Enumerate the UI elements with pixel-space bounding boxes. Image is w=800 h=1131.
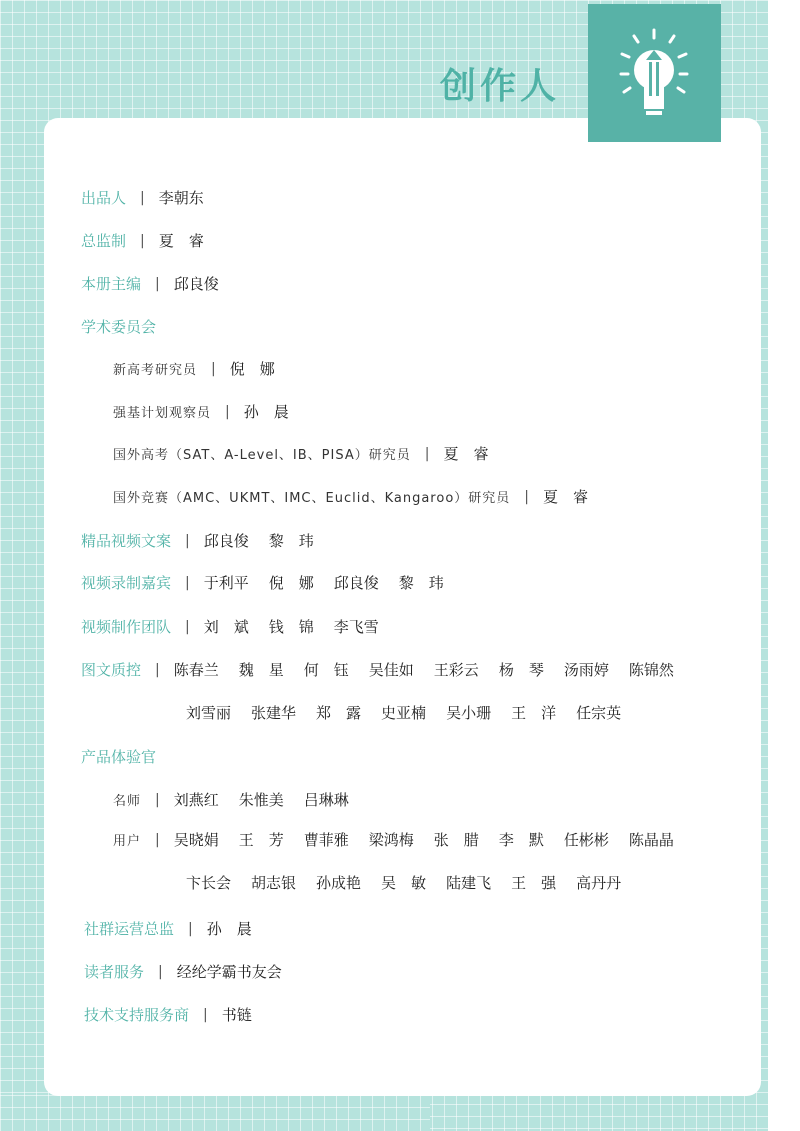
qc-names-line2 xyxy=(186,702,641,723)
person-name: 高丹丹 xyxy=(576,874,622,892)
credit-reader-service xyxy=(84,961,282,982)
credit-community xyxy=(84,918,252,939)
person-name: 任宗英 xyxy=(576,704,622,722)
committee-role xyxy=(113,486,588,507)
credit-value: 邱良俊 xyxy=(173,275,219,293)
person-name: 吴佳如 xyxy=(368,661,414,679)
separator: | xyxy=(155,791,160,808)
person-name: 吴晓娟 xyxy=(173,831,219,849)
role-label: 国外高考（SAT、A-Level、IB、PISA）研究员 xyxy=(113,448,411,463)
person-name: 陈晶晶 xyxy=(628,831,674,849)
role-value: 倪 娜 xyxy=(229,360,275,378)
content-card xyxy=(44,118,761,1096)
person-name: 胡志银 xyxy=(251,874,297,892)
credit-label: 精品视频文案 xyxy=(81,532,172,550)
person-name: 任彬彬 xyxy=(563,831,609,849)
role-label: 新高考研究员 xyxy=(113,363,198,378)
separator: | xyxy=(185,532,190,549)
person-name: 于利平 xyxy=(203,574,249,592)
person-name: 邱良俊 xyxy=(203,532,249,550)
credit-label: 学术委员会 xyxy=(81,318,157,336)
person-name: 钱 锦 xyxy=(268,618,314,636)
separator: | xyxy=(211,360,216,377)
page-title: 创作人 xyxy=(439,66,560,107)
separator: | xyxy=(185,618,190,635)
person-name: 郑 露 xyxy=(316,704,362,722)
person-name: 黎 玮 xyxy=(268,532,314,550)
separator: | xyxy=(188,920,193,937)
person-name: 卞长会 xyxy=(186,874,232,892)
role-label: 用户 xyxy=(113,834,142,849)
person-name: 杨 琴 xyxy=(498,661,544,679)
person-name: 孙成艳 xyxy=(316,874,362,892)
users-names-line2 xyxy=(186,872,641,893)
credit-value: 书链 xyxy=(221,1006,252,1024)
credit-label: 读者服务 xyxy=(84,963,145,981)
separator: | xyxy=(140,232,145,249)
grid-bottom-strip xyxy=(0,1095,430,1131)
person-name: 何 钰 xyxy=(303,661,349,679)
credit-video-team xyxy=(81,616,399,637)
person-name: 陈锦然 xyxy=(628,661,674,679)
credit-label: 本册主编 xyxy=(81,275,142,293)
person-name: 王 洋 xyxy=(511,704,557,722)
credit-value: 李朝东 xyxy=(158,189,204,207)
person-name: 邱良俊 xyxy=(333,574,379,592)
person-name: 张 腊 xyxy=(433,831,479,849)
committee-role xyxy=(113,401,289,422)
credit-label: 社群运营总监 xyxy=(84,920,175,938)
person-name: 王彩云 xyxy=(433,661,479,679)
lightbulb-pencil-icon xyxy=(588,4,721,142)
experience-teachers xyxy=(113,789,369,810)
person-name: 史亚楠 xyxy=(381,704,427,722)
credit-value: 夏 睿 xyxy=(158,232,204,250)
person-name: 张建华 xyxy=(251,704,297,722)
credit-label: 视频制作团队 xyxy=(81,618,172,636)
separator: | xyxy=(225,403,230,420)
separator: | xyxy=(155,831,160,848)
credit-value: 经纶学霸书友会 xyxy=(176,963,282,981)
separator: | xyxy=(140,189,145,206)
credit-academic-committee xyxy=(81,316,156,337)
separator: | xyxy=(424,445,430,462)
credit-label: 总监制 xyxy=(81,232,127,250)
credit-tech-support xyxy=(84,1004,252,1025)
separator: | xyxy=(155,275,160,292)
separator: | xyxy=(158,963,163,980)
credit-value: 孙 晨 xyxy=(206,920,252,938)
role-value: 夏 睿 xyxy=(543,488,589,506)
committee-role xyxy=(113,358,275,379)
person-name: 陆建飞 xyxy=(446,874,492,892)
credit-video-guests xyxy=(81,572,464,593)
credit-volume-editor xyxy=(81,273,219,294)
credit-chief-supervisor xyxy=(81,230,204,251)
person-name: 刘 斌 xyxy=(203,618,249,636)
person-name: 王 芳 xyxy=(238,831,284,849)
role-value: 夏 睿 xyxy=(443,445,489,463)
credit-label: 出品人 xyxy=(81,189,127,207)
role-label: 强基计划观察员 xyxy=(113,406,212,421)
experience-users xyxy=(113,829,694,850)
credit-experience-officers xyxy=(81,746,156,767)
person-name: 曹菲雅 xyxy=(303,831,349,849)
person-name: 朱惟美 xyxy=(238,791,284,809)
person-name: 倪 娜 xyxy=(268,574,314,592)
separator: | xyxy=(203,1006,208,1023)
person-name: 吴小珊 xyxy=(446,704,492,722)
role-label: 名师 xyxy=(113,794,142,809)
separator: | xyxy=(524,488,529,505)
credit-video-copy xyxy=(81,530,334,551)
credit-label: 视频录制嘉宾 xyxy=(81,574,172,592)
person-name: 汤雨婷 xyxy=(563,661,609,679)
person-name: 李 默 xyxy=(498,831,544,849)
credit-label: 技术支持服务商 xyxy=(84,1006,190,1024)
person-name: 吕琳琳 xyxy=(303,791,349,809)
person-name: 陈春兰 xyxy=(173,661,219,679)
person-name: 黎 玮 xyxy=(398,574,444,592)
person-name: 梁鸿梅 xyxy=(368,831,414,849)
credit-producer xyxy=(81,187,204,208)
separator: | xyxy=(155,661,160,678)
separator: | xyxy=(185,574,190,591)
person-name: 刘雪丽 xyxy=(186,704,232,722)
person-name: 魏 星 xyxy=(238,661,284,679)
committee-role xyxy=(113,443,488,464)
person-name: 刘燕红 xyxy=(173,791,219,809)
role-label: 国外竞赛（AMC、UKMT、IMC、Euclid、Kangaroo）研究员 xyxy=(113,491,511,506)
icon-box xyxy=(588,4,721,142)
person-name: 吴 敏 xyxy=(381,874,427,892)
credit-qc xyxy=(81,659,694,680)
person-name: 李飞雪 xyxy=(333,618,379,636)
role-value: 孙 晨 xyxy=(243,403,289,421)
credit-label: 图文质控 xyxy=(81,661,142,679)
credit-label: 产品体验官 xyxy=(81,748,157,766)
person-name: 王 强 xyxy=(511,874,557,892)
